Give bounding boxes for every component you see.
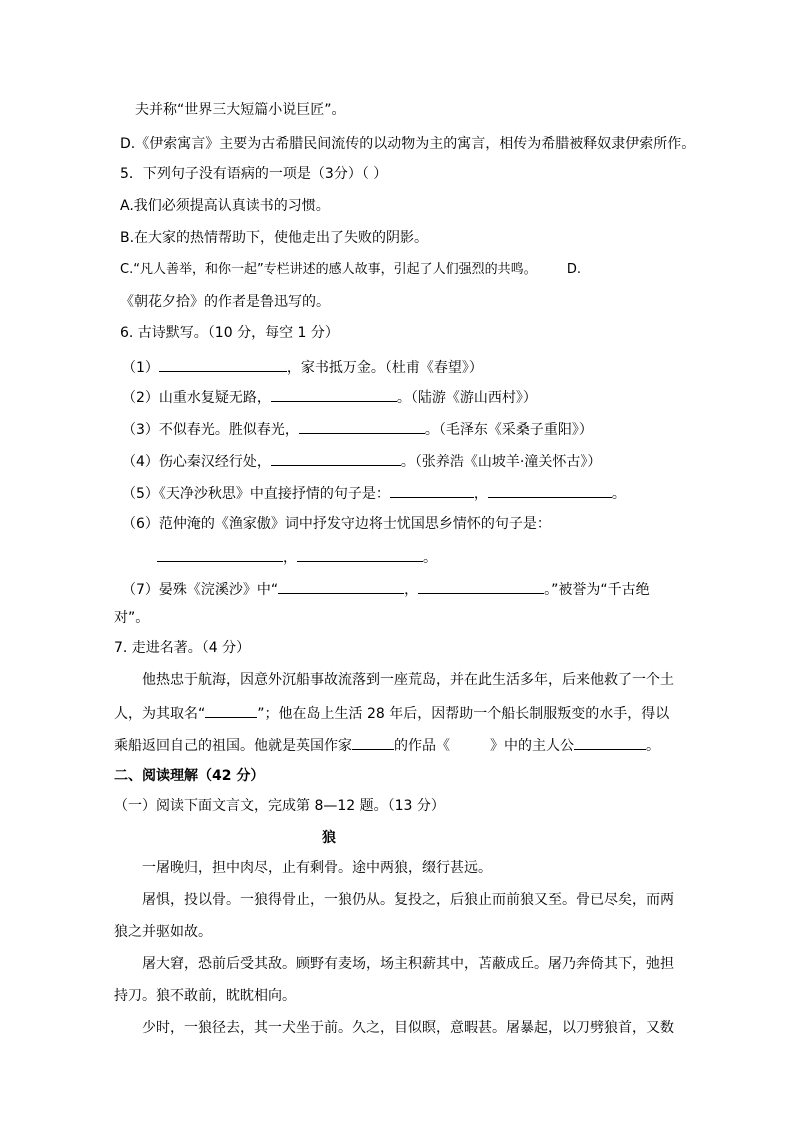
subsection-1: （一）阅读下面文言文，完成第 8—12 题。（13 分） <box>114 798 445 814</box>
answer-blank[interactable] <box>418 578 544 594</box>
item-text: 。（陆游《游山西村》） <box>396 390 537 406</box>
poem-item-5 <box>122 482 626 504</box>
answer-blank[interactable] <box>299 418 425 434</box>
para-text: 。 <box>646 738 660 754</box>
passage-line: 屠惧，投以骨。一狼得骨止，一狼仍从。复投之，后狼止而前狼又至。骨已尽矣，而两 <box>142 892 674 908</box>
para-text: ”；他在岛上生活 28 年后，因帮助一个船长制服叛变的水手，得以 <box>257 706 670 722</box>
answer-blank[interactable] <box>271 386 397 402</box>
item-text: 。”被誉为“千古绝 <box>544 582 650 598</box>
answer-blank[interactable] <box>157 546 283 562</box>
question-5: 5．下列句子没有语病的一项是（3分）（ ） <box>120 166 388 182</box>
answer-blank[interactable] <box>278 578 404 594</box>
para-text: 人，为其取名“ <box>114 706 206 722</box>
poem-item-6-answers <box>157 546 437 568</box>
poem-item-7 <box>122 578 650 600</box>
answer-blank[interactable] <box>159 356 287 372</box>
para-text: 乘船返回自己的祖国。他就是英国作家 <box>114 738 352 754</box>
passage-title: 狼 <box>322 830 336 846</box>
item-text: （3）不似春光。胜似春光， <box>122 422 299 438</box>
option-c-text: C.“凡人善举，和你一起”专栏讲述的感人故事，引起了人们强烈的共鸣。 <box>120 262 537 277</box>
item-text: 。 <box>611 486 626 502</box>
answer-blank[interactable] <box>488 482 612 498</box>
poem-item-2 <box>122 386 537 408</box>
poem-item-1 <box>122 356 483 378</box>
answer-blank[interactable] <box>271 450 401 466</box>
option-a: A.我们必须提高认真读书的习惯。 <box>120 198 330 214</box>
option-b: B.在大家的热情帮助下，使他走出了失败的阴影。 <box>120 230 429 246</box>
item-text: （5）《天净沙秋思》中直接抒情的句子是： <box>122 486 390 502</box>
answer-blank[interactable] <box>205 702 257 718</box>
item-text: （2）山重水复疑无路， <box>122 390 271 406</box>
para-text: 》中的主人公 <box>490 738 574 754</box>
passage-line: 屠大窘，恐前后受其敌。顾野有麦场，场主积薪其中，苫蔽成丘。屠乃奔倚其下，弛担 <box>142 956 674 972</box>
question-7-para <box>114 734 660 756</box>
item-text: ， <box>404 582 419 598</box>
item-label: （1） <box>122 360 159 376</box>
poem-item-4 <box>122 450 601 472</box>
question-6: 6. 古诗默写。（10 分，每空 1 分） <box>120 325 339 341</box>
item-text: 。（毛泽东《采桑子重阳》） <box>424 422 593 438</box>
option-d-line: D.《伊索寓言》主要为古希腊民间流传的以动物为主的寓言，相传为希腊被释奴隶伊索所作。 <box>120 136 696 152</box>
item-text: ， <box>283 550 297 566</box>
item-text: 。（张养浩《山坡羊·潼关怀古》） <box>400 454 602 470</box>
item-text: ， <box>473 486 488 502</box>
passage-line: 狼之并驱如故。 <box>114 924 212 940</box>
poem-item-7-cont: 对”。 <box>114 610 150 626</box>
passage-line: 少时，一狼径去，其一犬坐于前。久之，目似瞑，意暇甚。屠暴起，以刀劈狼首，又数 <box>142 1020 674 1036</box>
item-text: ，家书抵万金。（杜甫《春望》） <box>286 360 483 376</box>
section-2-heading: 二、阅读理解（42 分） <box>114 768 265 784</box>
option-d-label: D. <box>566 262 581 277</box>
option-d: 《朝花夕拾》的作者是鲁迅写的。 <box>120 294 330 310</box>
item-text: 。 <box>423 550 437 566</box>
poem-item-6: （6）范仲淹的《渔家傲》词中抒发守边将士忧国思乡情怀的句子是： <box>122 516 551 532</box>
passage-line: 持刀。狼不敢前，眈眈相向。 <box>114 988 296 1004</box>
answer-blank[interactable] <box>297 546 423 562</box>
item-text: （4）伤心秦汉经行处， <box>122 454 271 470</box>
text-line: 夫并称“世界三大短篇小说巨匠”。 <box>135 102 346 118</box>
poem-item-3 <box>122 418 593 440</box>
answer-blank[interactable] <box>390 482 474 498</box>
question-7-para <box>114 702 669 724</box>
answer-blank[interactable] <box>352 734 394 750</box>
option-c <box>120 260 581 280</box>
para-text: 的作品《 <box>394 738 450 754</box>
passage-line: 一屠晚归，担中肉尽，止有剩骨。途中两狼，缀行甚远。 <box>142 860 492 876</box>
question-7-para: 他热忠于航海，因意外沉船事故流落到一座荒岛，并在此生活多年，后来他救了一个土 <box>142 672 674 688</box>
answer-blank[interactable] <box>574 734 646 750</box>
question-7: 7. 走进名著。（4 分） <box>114 640 251 656</box>
item-text: （7）晏殊《浣溪沙》中“ <box>122 582 279 598</box>
